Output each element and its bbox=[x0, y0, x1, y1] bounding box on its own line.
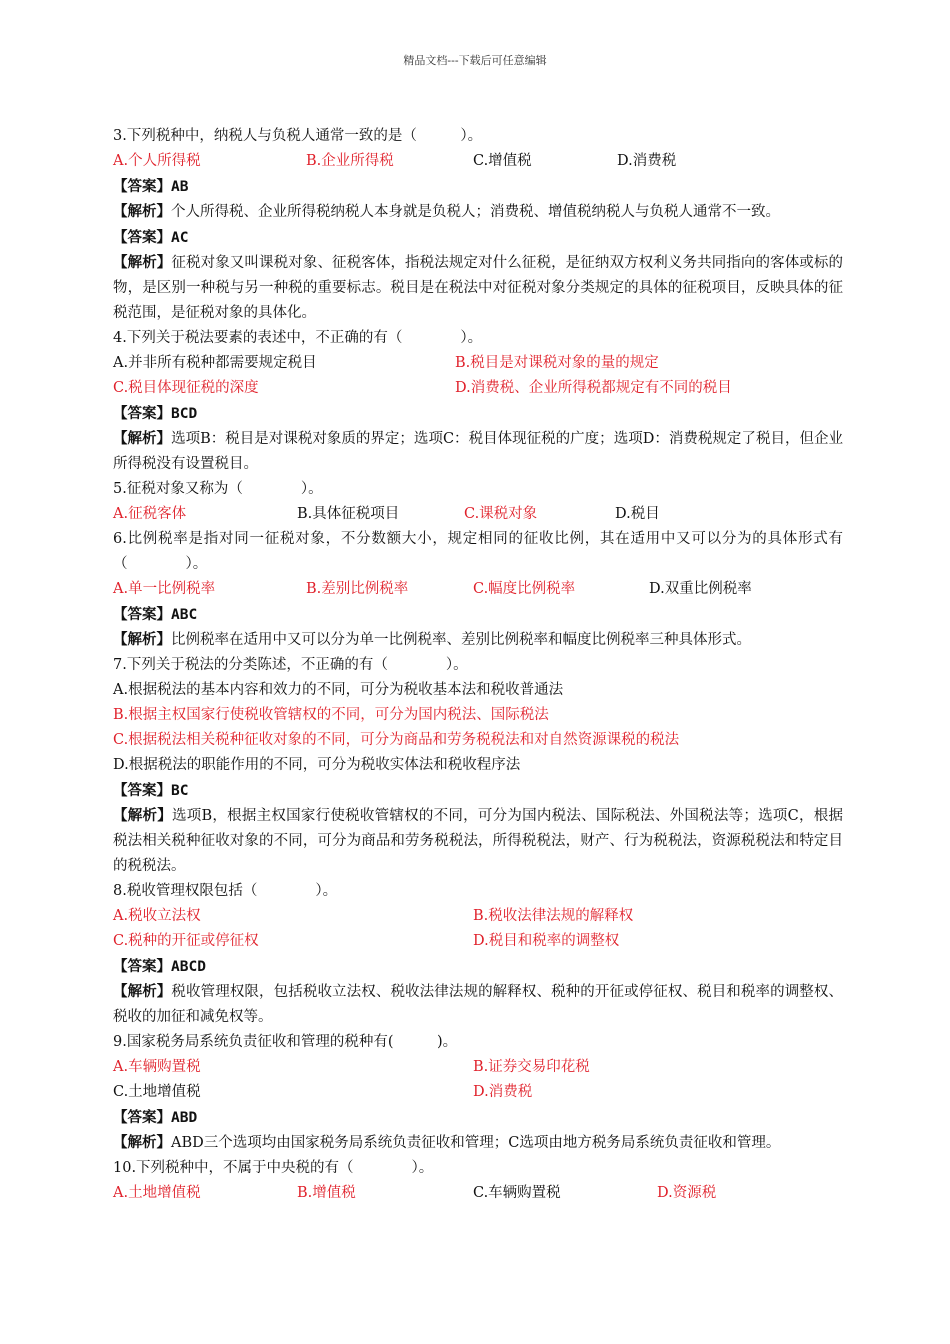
question-9-options-row1 bbox=[113, 1055, 843, 1080]
option-d: D.资源税 bbox=[657, 1185, 717, 1201]
question-7: 7.下列关于税法的分类陈述，不正确的有（ ）。 bbox=[113, 657, 468, 673]
answer-label: 【答案】 bbox=[113, 782, 171, 799]
analysis-label: 【解析】 bbox=[113, 807, 172, 824]
question-6: 6.比例税率是指对同一征税对象，不分数额大小，规定相同的征收比例，其在适用中又可以分为的具体形式有（ ）。 bbox=[113, 531, 843, 572]
answer-value: AB bbox=[171, 179, 189, 195]
option-d: D.税目 bbox=[615, 506, 660, 522]
answer-value: AC bbox=[171, 230, 189, 246]
analysis-label: 【解析】 bbox=[113, 430, 172, 447]
option-a: A.征税客体 bbox=[113, 506, 187, 522]
option-c: C.根据税法相关税种征收对象的不同，可分为商品和劳务税税法和对自然资源课税的税法 bbox=[113, 732, 680, 748]
analysis-9 bbox=[113, 1130, 843, 1156]
page-header: 精品文档---下载后可任意编辑 bbox=[403, 54, 547, 67]
analysis-label: 【解析】 bbox=[113, 983, 172, 1000]
question-5: 5.征税对象又称为（ ）。 bbox=[113, 481, 323, 497]
option-d: D.根据税法的职能作用的不同，可分为税收实体法和税收程序法 bbox=[113, 757, 521, 773]
answer-label: 【答案】 bbox=[113, 405, 171, 422]
option-a: A.个人所得税 bbox=[113, 153, 201, 169]
analysis-label: 【解析】 bbox=[113, 1134, 171, 1151]
option-c: C.土地增值税 bbox=[113, 1084, 201, 1100]
option-c: C.车辆购置税 bbox=[473, 1185, 561, 1201]
question-8-options-row1 bbox=[113, 904, 843, 929]
question-4: 4.下列关于税法要素的表述中，不正确的有（ ）。 bbox=[113, 330, 483, 346]
option-b: B.差别比例税率 bbox=[306, 581, 409, 597]
analysis-label: 【解析】 bbox=[113, 631, 171, 648]
answer-value: ABC bbox=[171, 607, 198, 623]
analysis-8 bbox=[113, 979, 843, 1030]
analysis-text: 税收管理权限，包括税收立法权、税收法律法规的解释权、税种的开征或停征权、税目和税率的调整权、税收的加征和减免权等。 bbox=[113, 984, 844, 1025]
option-c: C.税种的开征或停征权 bbox=[113, 933, 259, 949]
option-b: B.增值税 bbox=[297, 1185, 356, 1201]
analysis-7 bbox=[113, 803, 843, 879]
question-3: 3.下列税种中，纳税人与负税人通常一致的是（ ）。 bbox=[113, 128, 483, 144]
answer-label: 【答案】 bbox=[113, 958, 171, 975]
option-d: D.消费税、企业所得税都规定有不同的税目 bbox=[455, 380, 732, 396]
option-b: B.税收法律法规的解释权 bbox=[473, 908, 634, 924]
question-4-options-row1 bbox=[113, 351, 843, 376]
answer-value: ABD bbox=[171, 1110, 198, 1126]
option-a: A.车辆购置税 bbox=[113, 1059, 201, 1075]
option-d: D.消费税 bbox=[617, 153, 677, 169]
question-10: 10.下列税种中，不属于中央税的有（ ）。 bbox=[113, 1160, 434, 1176]
option-c: C.增值税 bbox=[473, 153, 532, 169]
answer-extra bbox=[113, 225, 843, 250]
option-c: C.课税对象 bbox=[464, 506, 538, 522]
document-body bbox=[113, 124, 843, 1206]
analysis-label: 【解析】 bbox=[113, 254, 172, 271]
option-b: B.税目是对课税对象的量的规定 bbox=[455, 355, 659, 371]
analysis-4 bbox=[113, 426, 843, 477]
question-10-options bbox=[113, 1181, 843, 1206]
answer-value: BC bbox=[171, 783, 189, 799]
option-b: B.企业所得税 bbox=[306, 153, 394, 169]
question-9: 9.国家税务局系统负责征收和管理的税种有( )。 bbox=[113, 1034, 458, 1050]
question-5-options bbox=[113, 502, 843, 527]
option-b: B.根据主权国家行使税收管辖权的不同，可分为国内税法、国际税法 bbox=[113, 707, 549, 723]
answer-6 bbox=[113, 602, 843, 627]
option-d: D.消费税 bbox=[473, 1084, 533, 1100]
option-a: A.单一比例税率 bbox=[113, 581, 216, 597]
question-6-options bbox=[113, 577, 843, 602]
answer-label: 【答案】 bbox=[113, 606, 171, 623]
analysis-text: 征税对象又叫课税对象、征税客体，指税法规定对什么征税，是征纳双方权利义务共同指向的客体或标的物，是区别一种税与另一种税的重要标志。税目是在税法中对征税对象分类规定的具体的征税项目，反映具体的征税范围，是征税对象的具体化。 bbox=[113, 255, 844, 321]
analysis-6 bbox=[113, 627, 843, 653]
answer-4 bbox=[113, 401, 843, 426]
option-a: A.根据税法的基本内容和效力的不同，可分为税收基本法和税收普通法 bbox=[113, 682, 564, 698]
answer-value: ABCD bbox=[171, 959, 206, 975]
question-8-options-row2 bbox=[113, 929, 843, 954]
answer-3 bbox=[113, 174, 843, 199]
answer-9 bbox=[113, 1105, 843, 1130]
answer-7 bbox=[113, 778, 843, 803]
analysis-text: 选项B：税目是对课税对象质的界定；选项C：税目体现征税的广度；选项D：消费税规定了税目，但企业所得税没有设置税目。 bbox=[113, 431, 844, 472]
option-c: C.税目体现征税的深度 bbox=[113, 380, 259, 396]
analysis-label: 【解析】 bbox=[113, 203, 171, 220]
analysis-text: 选项B，根据主权国家行使税收管辖权的不同，可分为国内税法、国际税法、外国税法等；选项C，根据税法相关税种征收对象的不同，可分为商品和劳务税税法，所得税税法，财产、行为税税法，资源税税法和特定目的税税法。 bbox=[113, 808, 843, 874]
analysis-3 bbox=[113, 199, 843, 225]
answer-label: 【答案】 bbox=[113, 229, 171, 246]
option-b: B.证券交易印花税 bbox=[473, 1059, 590, 1075]
option-b: B.具体征税项目 bbox=[297, 506, 400, 522]
answer-label: 【答案】 bbox=[113, 1109, 171, 1126]
question-3-options bbox=[113, 149, 843, 174]
option-a: A.税收立法权 bbox=[113, 908, 201, 924]
analysis-text: ABD三个选项均由国家税务局系统负责征收和管理；C选项由地方税务局系统负责征收和管理。 bbox=[171, 1135, 781, 1151]
analysis-text: 个人所得税、企业所得税纳税人本身就是负税人；消费税、增值税纳税人与负税人通常不一致。 bbox=[171, 204, 780, 220]
answer-value: BCD bbox=[171, 406, 198, 422]
option-c: C.幅度比例税率 bbox=[473, 581, 576, 597]
question-4-options-row2 bbox=[113, 376, 843, 401]
option-d: D.双重比例税率 bbox=[649, 581, 752, 597]
answer-label: 【答案】 bbox=[113, 178, 171, 195]
analysis-extra bbox=[113, 250, 843, 326]
question-9-options-row2 bbox=[113, 1080, 843, 1105]
option-a: A.并非所有税种都需要规定税目 bbox=[113, 355, 317, 371]
option-d: D.税目和税率的调整权 bbox=[473, 933, 620, 949]
option-a: A.土地增值税 bbox=[113, 1185, 201, 1201]
answer-8 bbox=[113, 954, 843, 979]
question-8: 8.税收管理权限包括（ ）。 bbox=[113, 883, 338, 899]
analysis-text: 比例税率在适用中又可以分为单一比例税率、差别比例税率和幅度比例税率三种具体形式。 bbox=[171, 632, 751, 648]
